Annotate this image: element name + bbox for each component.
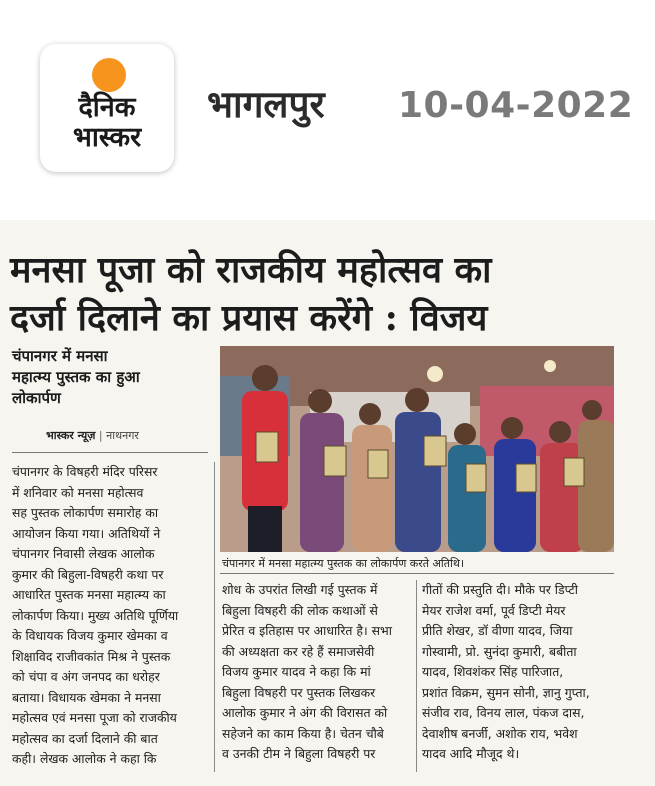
- caption-divider: [220, 573, 614, 574]
- logo-text-line1: दैनिक: [78, 92, 136, 123]
- text-line: मेयर राजेश वर्मा, पूर्व डिप्टी मेयर: [422, 602, 566, 618]
- subhead-line: लोकार्पण: [12, 389, 61, 407]
- photo-caption: चंपानगर में मनसा महात्म्य पुस्तक का लोकार्पण करते अतिथि।: [222, 557, 465, 570]
- text-line: को चंपा व अंग जनपद का धरोहर: [12, 669, 160, 684]
- headline-line: मनसा पूजा को राजकीय महोत्सव का: [10, 249, 492, 291]
- text-line: कही। लेखक आलोक ने कहा कि: [12, 751, 157, 766]
- headline-line: दर्जा दिलाने का प्रयास करेंगे : विजय: [10, 297, 488, 339]
- byline-place: नाथनगर: [106, 429, 139, 442]
- article-headline: [10, 246, 650, 342]
- column-divider: [214, 462, 215, 772]
- text-line: प्रीति शेखर, डॉ वीणा यादव, जिया: [422, 623, 573, 638]
- text-line: यादव, शिवशंकर सिंह पारिजात,: [422, 664, 564, 679]
- text-line: देवाशीष बनर्जी, अशोक राय, भवेश: [422, 725, 578, 741]
- text-line: प्रशांत विक्रम, सुमन सोनी, ज्ञानु गुप्ता,: [422, 684, 590, 700]
- text-line: गीतों की प्रस्तुति दी। मौके पर डिप्टी: [422, 582, 578, 597]
- dainik-bhaskar-logo[interactable]: [40, 44, 174, 172]
- event-photo: [220, 346, 614, 552]
- byline-divider: [12, 452, 208, 453]
- logo-text-line2: भास्कर: [72, 122, 142, 153]
- text-line: कुमार की बिहुला-विषहरी कथा पर: [12, 566, 164, 582]
- text-line: विजय कुमार यादव ने कहा कि मां: [222, 664, 371, 679]
- text-line: लोकार्पण किया। मुख्य अतिथि पूर्णिया: [12, 607, 179, 623]
- text-line: चंपानगर के विषहरी मंदिर परिसर: [12, 464, 158, 479]
- article-subhead: [12, 346, 208, 409]
- text-line: शोध के उपरांत लिखी गई पुस्तक में: [222, 582, 378, 597]
- subhead-line: चंपानगर में मनसा: [12, 347, 108, 365]
- text-line: आधारित पुस्तक मनसा महात्म्य का: [12, 587, 166, 602]
- article-column-3: [422, 580, 618, 765]
- text-line: प्रेरित व इतिहास पर आधारित है। सभा: [222, 623, 392, 638]
- article-column-2: [222, 580, 412, 765]
- edition-date: 10-04-2022: [398, 85, 634, 126]
- text-line: के विधायक विजय कुमार खेमका व: [12, 628, 168, 643]
- article-byline: [46, 428, 139, 443]
- text-line: गोस्वामी, प्रो. सुनंदा कुमारी, बबीता: [422, 643, 577, 659]
- text-line: महोत्सव एवं मनसा पूजा को राजकीय: [12, 710, 177, 725]
- sun-icon: [92, 58, 126, 92]
- text-line: बिहुला विषहरी पर पुस्तक लिखकर: [222, 684, 376, 700]
- text-line: महोत्सव का दर्जा दिलाने की बात: [12, 730, 158, 746]
- text-line: की अध्यक्षता कर रहे हैं समाजसेवी: [222, 643, 375, 659]
- photo-illustration: [220, 346, 614, 552]
- article-column-1: [12, 462, 208, 770]
- subhead-line: महात्म्य पुस्तक का हुआ: [12, 368, 140, 386]
- text-line: आलोक कुमार ने अंग की विरासत को: [222, 705, 388, 720]
- text-line: बताया। विधायक खेमका ने मनसा: [12, 689, 161, 705]
- column-divider: [416, 580, 417, 772]
- edition-city: भागलपुर: [207, 83, 325, 126]
- text-line: शिक्षाविद राजीवकांत मिश्र ने पुस्तक: [12, 648, 171, 664]
- byline-separator: |: [95, 429, 107, 442]
- text-line: आयोजन किया गया। अतिथियों ने: [12, 525, 161, 541]
- text-line: में शनिवार को मनसा महोत्सव: [12, 484, 144, 500]
- byline-agency: भास्कर न्यूज़: [46, 429, 96, 442]
- page-header: [0, 0, 655, 210]
- text-line: सहेजने का काम किया है। चेतन चौबे: [222, 725, 384, 741]
- text-line: चंपानगर निवासी लेखक आलोक: [12, 546, 155, 561]
- text-line: सह पुस्तक लोकार्पण समारोह का: [12, 505, 159, 520]
- text-line: संजीव राव, विनय लाल, पंकज दास,: [422, 705, 585, 720]
- text-line: बिहुला विषहरी की लोक कथाओं से: [222, 602, 378, 618]
- text-line: यादव आदि मौजूद थे।: [422, 746, 520, 761]
- clipping-top-edge: [0, 210, 655, 220]
- text-line: व उनकी टीम ने बिहुला विषहरी पर: [222, 746, 376, 761]
